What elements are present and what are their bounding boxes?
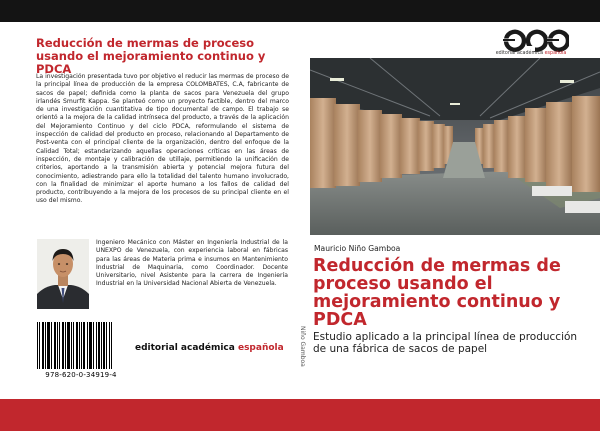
back-cover-title: Reducción de mermas de proceso usando el mejoramiento continuo y PDCA — [36, 36, 266, 76]
front-cover-author: Mauricio Niño Gamboa — [314, 244, 401, 253]
logo-caption-accent: española — [544, 51, 567, 56]
publisher-name-back — [135, 343, 284, 353]
front-cover-title: Reducción de mermas de proceso usando el mejoramiento continuo y PDCA — [313, 256, 561, 330]
author-bio: Ingeniero Mecánico con Máster en Ingeniería Industrial de la UNEXPO de Venezuela, con experiencia laboral en fábricas para las áreas de Materia prima e insumos en Mantenimiento Industrial de Maquinaria, como Coordinador. Docente Universitario, nivel Asistente para la carrera de Ingeniería Industrial en la Universidad Nacional Abierta de Venezuela. — [96, 239, 288, 288]
barcode — [37, 322, 125, 382]
barcode-bars — [37, 322, 125, 369]
spine-author: Niño Gamboa — [299, 326, 306, 367]
isbn: 978-620-0-34919-4 — [45, 371, 117, 379]
bottom-band — [0, 399, 600, 431]
logo-caption — [491, 51, 571, 56]
logo-caption-text: editorial académica — [495, 51, 545, 56]
top-band — [0, 0, 600, 22]
publisher-accent: española — [237, 343, 284, 353]
back-cover-blurb: La investigación presentada tuvo por objetivo el reducir las mermas de proceso de la principal línea de producción de la empresa COLOMBATES, C.A, fabricante de sacos de papel; definida como la planta de sacos para Venezuela del grupo irlandés Smurfit Kappa. Se planteó como un proyecto factible, dentro del marco de una investigación cuantitativa de tipo documental de campo. El trabajo se orientó a la mejora de la calidad intrínseca del producto, a través de la aplicación del Mejoramiento Continuo y del ciclo PDCA, reformulando el sistema de inspección de calidad del producto en proceso, relacionando al Departamento de Post-venta con el principal cliente de la organización, dentro del enfoque de la Calidad Total; estandarizando aquellas operaciones críticas en las áreas de inspección, de montaje y calibración de utillaje, permitiendo la unificación de criterios, aportando a la transmisión abierta y potencial mejora futura del conocimiento, adiestrando para ello la totalidad del talento humano involucrado, con la finalidad de minimizar el aporte humano a los fallos de calidad del producto, contribuyendo a la mejora de los procesos de su principal cliente en el uso del mismo. — [36, 73, 289, 205]
author-photo — [37, 239, 89, 309]
front-cover-subtitle: Estudio aplicado a la principal línea de producción de una fábrica de sacos de papel — [313, 331, 578, 355]
publisher-name: editorial académica — [135, 343, 238, 353]
cover-photo-warehouse — [310, 58, 600, 235]
